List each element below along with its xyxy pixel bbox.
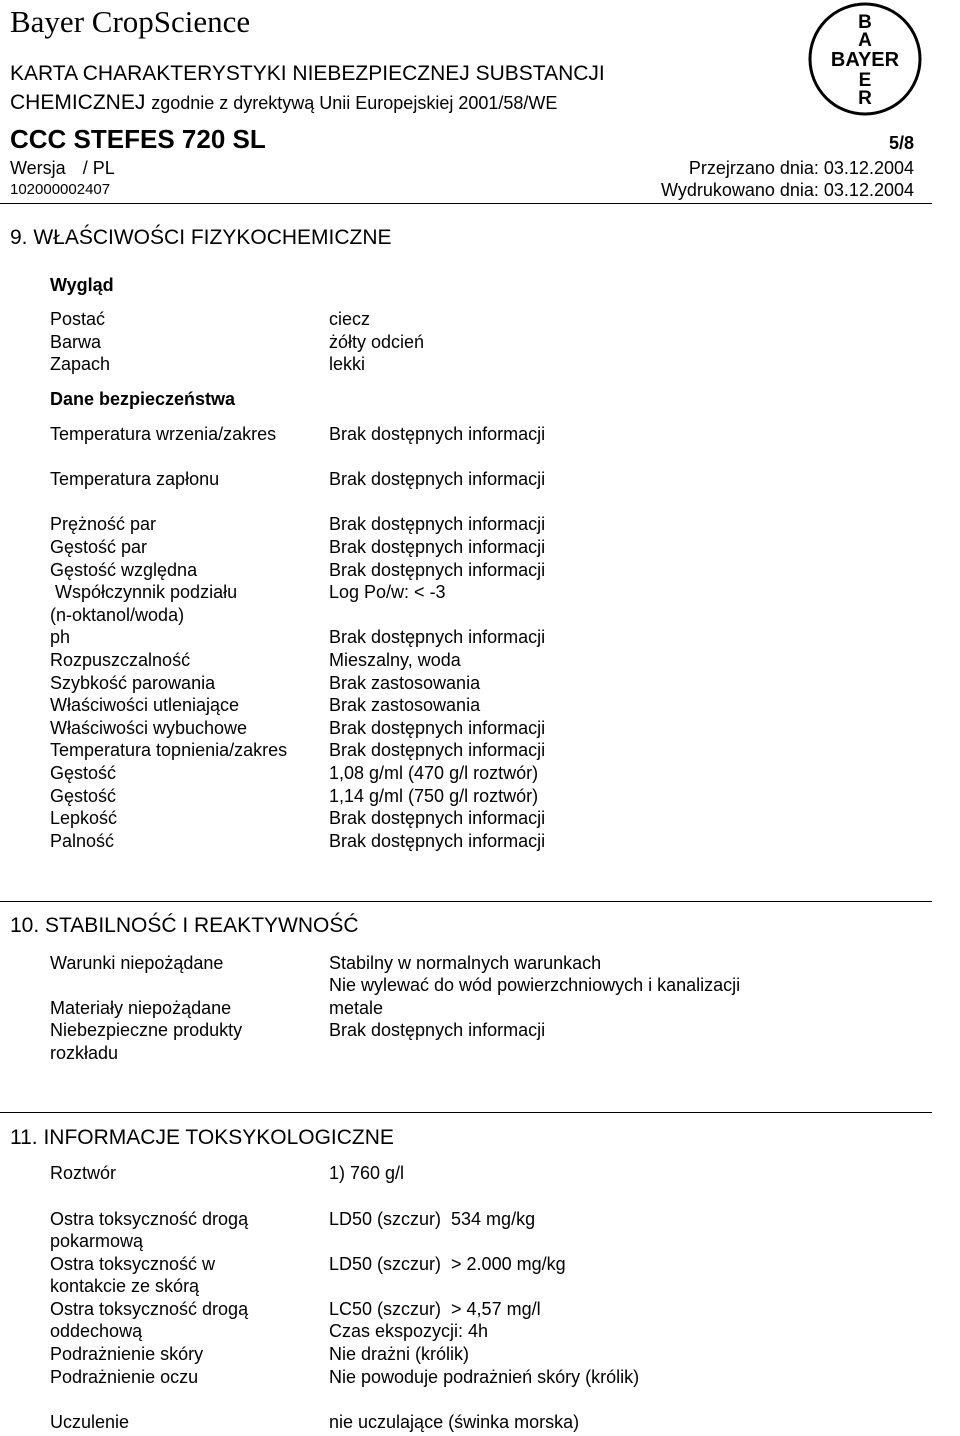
property-label: Właściwości utleniające: [50, 695, 240, 715]
document-title-main: CHEMICZNEJ: [10, 91, 146, 114]
section-10-title: 10. STABILNOŚĆ I REAKTYWNOŚĆ: [10, 914, 359, 937]
toxicology-value: LD50 (szczur) 534 mg/kg: [329, 1209, 536, 1229]
appearance-value: ciecz: [329, 309, 371, 329]
toxicology-label: Ostra toksyczność drogą: [50, 1299, 249, 1319]
country-code: / PL: [82, 158, 115, 178]
property-value: Brak dostępnych informacji: [329, 808, 546, 828]
stability-value: Brak dostępnych informacji: [329, 1020, 546, 1040]
property-label: Gęstość par: [50, 537, 148, 557]
stability-label: Warunki niepożądane: [50, 953, 224, 973]
property-label: Rozpuszczalność: [50, 650, 191, 670]
stability-value: Nie wylewać do wód powierzchniowych i kanalizacji: [329, 975, 741, 995]
property-value: Brak dostępnych informacji: [329, 514, 546, 534]
property-label: Gęstość względna: [50, 560, 198, 580]
appearance-value: lekki: [329, 354, 366, 374]
document-title-line1: KARTA CHARAKTERYSTYKI NIEBEZPIECZNEJ SUBSTANCJI: [10, 62, 605, 85]
property-label: Współczynnik podziału: [50, 582, 238, 602]
document-title-line2: [10, 91, 557, 115]
bayer-cross-logo: [806, 0, 924, 118]
toxicology-label-continued: pokarmową: [50, 1231, 144, 1251]
property-value: Brak dostępnych informacji: [329, 740, 546, 760]
version-line: [10, 158, 115, 179]
property-label: Gęstość: [50, 786, 117, 806]
property-label: Szybkość parowania: [50, 673, 216, 693]
property-label: Temperatura topnienia/zakres: [50, 740, 288, 760]
property-value: 1,08 g/ml (470 g/l roztwór): [329, 763, 539, 783]
property-value: Brak dostępnych informacji: [329, 424, 546, 444]
property-label: Temperatura zapłonu: [50, 469, 220, 489]
brand-name: Bayer CropScience: [10, 4, 251, 39]
section-divider: [0, 1112, 932, 1113]
stability-label: Materiały niepożądane: [50, 998, 232, 1018]
section-11-title: 11. INFORMACJE TOKSYKOLOGICZNE: [10, 1126, 394, 1149]
property-value: Brak zastosowania: [329, 673, 481, 693]
toxicology-label: Podrażnienie oczu: [50, 1367, 199, 1387]
property-value: Brak dostępnych informacji: [329, 469, 546, 489]
stability-value: Stabilny w normalnych warunkach: [329, 953, 602, 973]
version-label: Wersja: [10, 158, 66, 178]
property-label-continued: (n-oktanol/woda): [50, 605, 185, 625]
safety-heading: Dane bezpieczeństwa: [50, 389, 236, 409]
appearance-label: Barwa: [50, 332, 102, 352]
reviewed-date: Przejrzano dnia: 03.12.2004: [688, 158, 914, 178]
product-name: CCC STEFES 720 SL: [10, 124, 266, 154]
property-value: Brak dostępnych informacji: [329, 560, 546, 580]
svg-text:A: A: [858, 30, 872, 51]
property-value: 1,14 g/ml (750 g/l roztwór): [329, 786, 539, 806]
svg-text:E: E: [858, 70, 872, 91]
toxicology-value: LC50 (szczur) > 4,57 mg/l: [329, 1299, 541, 1319]
property-label: Lepkość: [50, 808, 118, 828]
toxicology-label: Uczulenie: [50, 1412, 130, 1432]
toxicology-value-continued: Czas ekspozycji: 4h: [329, 1321, 489, 1341]
svg-text:B: B: [858, 12, 872, 33]
document-number: 102000002407: [10, 181, 111, 198]
property-value: Brak dostępnych informacji: [329, 537, 546, 557]
toxicology-value: LD50 (szczur) > 2.000 mg/kg: [329, 1254, 566, 1274]
property-label: Gęstość: [50, 763, 117, 783]
page-number: 5/8: [888, 133, 914, 153]
svg-text:R: R: [858, 88, 872, 109]
toxicology-value: nie uczulające (świnka morska): [329, 1412, 580, 1432]
stability-label-continued: rozkładu: [50, 1043, 119, 1063]
toxicology-label: Ostra toksyczność drogą: [50, 1209, 249, 1229]
property-label: ph: [50, 627, 71, 647]
stability-value: metale: [329, 998, 384, 1018]
toxicology-value: 1) 760 g/l: [329, 1163, 405, 1183]
property-label: Właściwości wybuchowe: [50, 718, 248, 738]
property-label: Prężność par: [50, 514, 157, 534]
toxicology-label: Ostra toksyczność w: [50, 1254, 216, 1274]
document-title-directive: zgodnie z dyrektywą Unii Europejskiej 2001/58/WE: [151, 93, 558, 113]
property-value: Log Po/w: < -3: [329, 582, 446, 602]
appearance-heading: Wygląd: [50, 275, 114, 295]
toxicology-value: Nie powoduje podrażnień skóry (królik): [329, 1367, 640, 1387]
toxicology-label-continued: oddechową: [50, 1321, 143, 1341]
property-value: Mieszalny, woda: [329, 650, 461, 670]
property-label: Palność: [50, 831, 115, 851]
property-value: Brak dostępnych informacji: [329, 627, 546, 647]
section-9-title: 9. WŁAŚCIWOŚCI FIZYKOCHEMICZNE: [10, 226, 392, 249]
toxicology-label-continued: kontakcie ze skórą: [50, 1276, 200, 1296]
appearance-label: Zapach: [50, 354, 111, 374]
appearance-value: żółty odcień: [329, 332, 425, 352]
section-divider: [0, 901, 932, 902]
toxicology-label: Podrażnienie skóry: [50, 1344, 204, 1364]
toxicology-label: Roztwór: [50, 1163, 117, 1183]
property-value: Brak dostępnych informacji: [329, 718, 546, 738]
toxicology-value: Nie drażni (królik): [329, 1344, 470, 1364]
property-label: Temperatura wrzenia/zakres: [50, 424, 277, 444]
printed-date: Wydrukowano dnia: 03.12.2004: [660, 180, 914, 200]
stability-label: Niebezpieczne produkty: [50, 1020, 243, 1040]
header-divider: [0, 203, 932, 204]
property-value: Brak zastosowania: [329, 695, 481, 715]
appearance-label: Postać: [50, 309, 106, 329]
svg-text:BAYER: BAYER: [830, 49, 900, 71]
property-value: Brak dostępnych informacji: [329, 831, 546, 851]
